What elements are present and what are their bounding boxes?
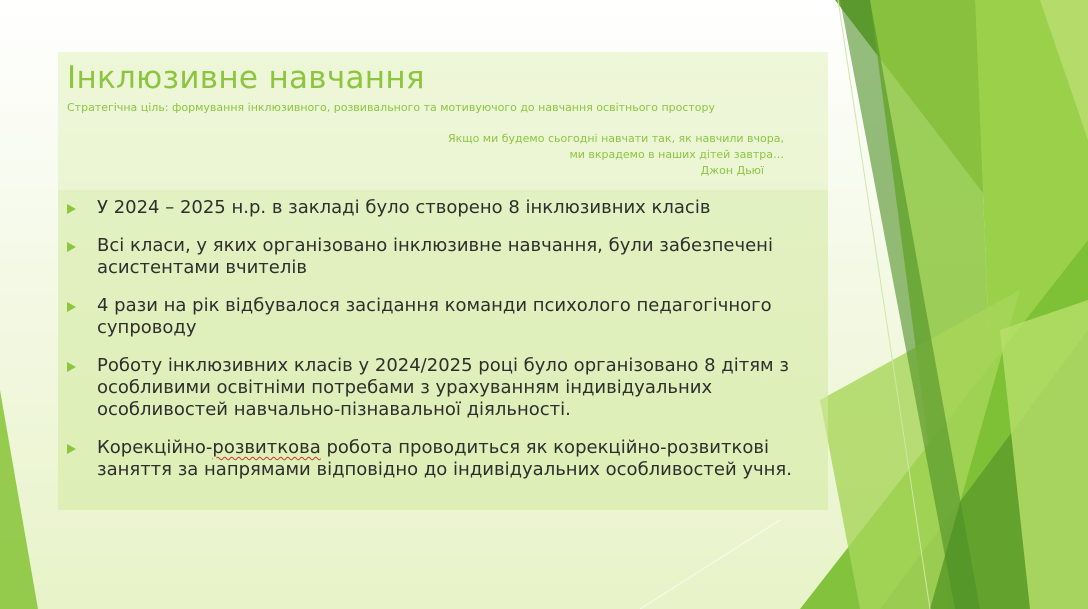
slide-subtitle: Стратегічна ціль: формування інклюзивного, розвивального та мотивуючого до навчання освітнього простору (67, 101, 716, 114)
bullet-arrow-icon (67, 302, 76, 312)
bullet-item (66, 355, 806, 421)
epigraph-quote (364, 131, 784, 179)
bullet-arrow-icon (67, 204, 76, 214)
quote-line-1: Якщо ми будемо сьогодні навчати так, як навчили вчора, (447, 132, 784, 145)
quote-author: Джон Дьюї (700, 164, 764, 177)
bullet-item (66, 197, 806, 219)
bullet-list (66, 197, 806, 497)
bullet-arrow-icon (67, 242, 76, 252)
bullet-item (66, 437, 806, 481)
bullet-text: 4 рази на рік відбувалося засідання команди психолого педагогічного супроводу (97, 295, 772, 338)
bullet-arrow-icon (67, 444, 76, 454)
bullet-arrow-icon (67, 362, 76, 372)
bullet-text: У 2024 – 2025 н.р. в закладі було створено 8 інклюзивних класів (97, 197, 711, 218)
bullet-text-start: Корекційно- (97, 437, 213, 458)
bullet-text-end: робота проводиться як корекційно-розвиткові заняття за напрямами відповідно до індивідуальних особливостей учня. (97, 437, 792, 480)
bullet-text: Роботу інклюзивних класів у 2024/2025 році було організовано 8 дітям з особливими освітніми потребами з урахуванням індивідуальних особливостей навчально-пізнавальної діяльності. (97, 355, 789, 420)
bullet-text: Всі класи, у яких організовано інклюзивне навчання, були забезпечені асистентами вчителів (97, 235, 773, 278)
spellcheck-flagged-word: розвиткова (212, 437, 321, 458)
slide-title: Інклюзивне навчання (67, 60, 425, 96)
bullet-item (66, 235, 806, 279)
quote-line-2: ми вкрадемо в наших дітей завтра… (569, 148, 784, 161)
bullet-item (66, 295, 806, 339)
